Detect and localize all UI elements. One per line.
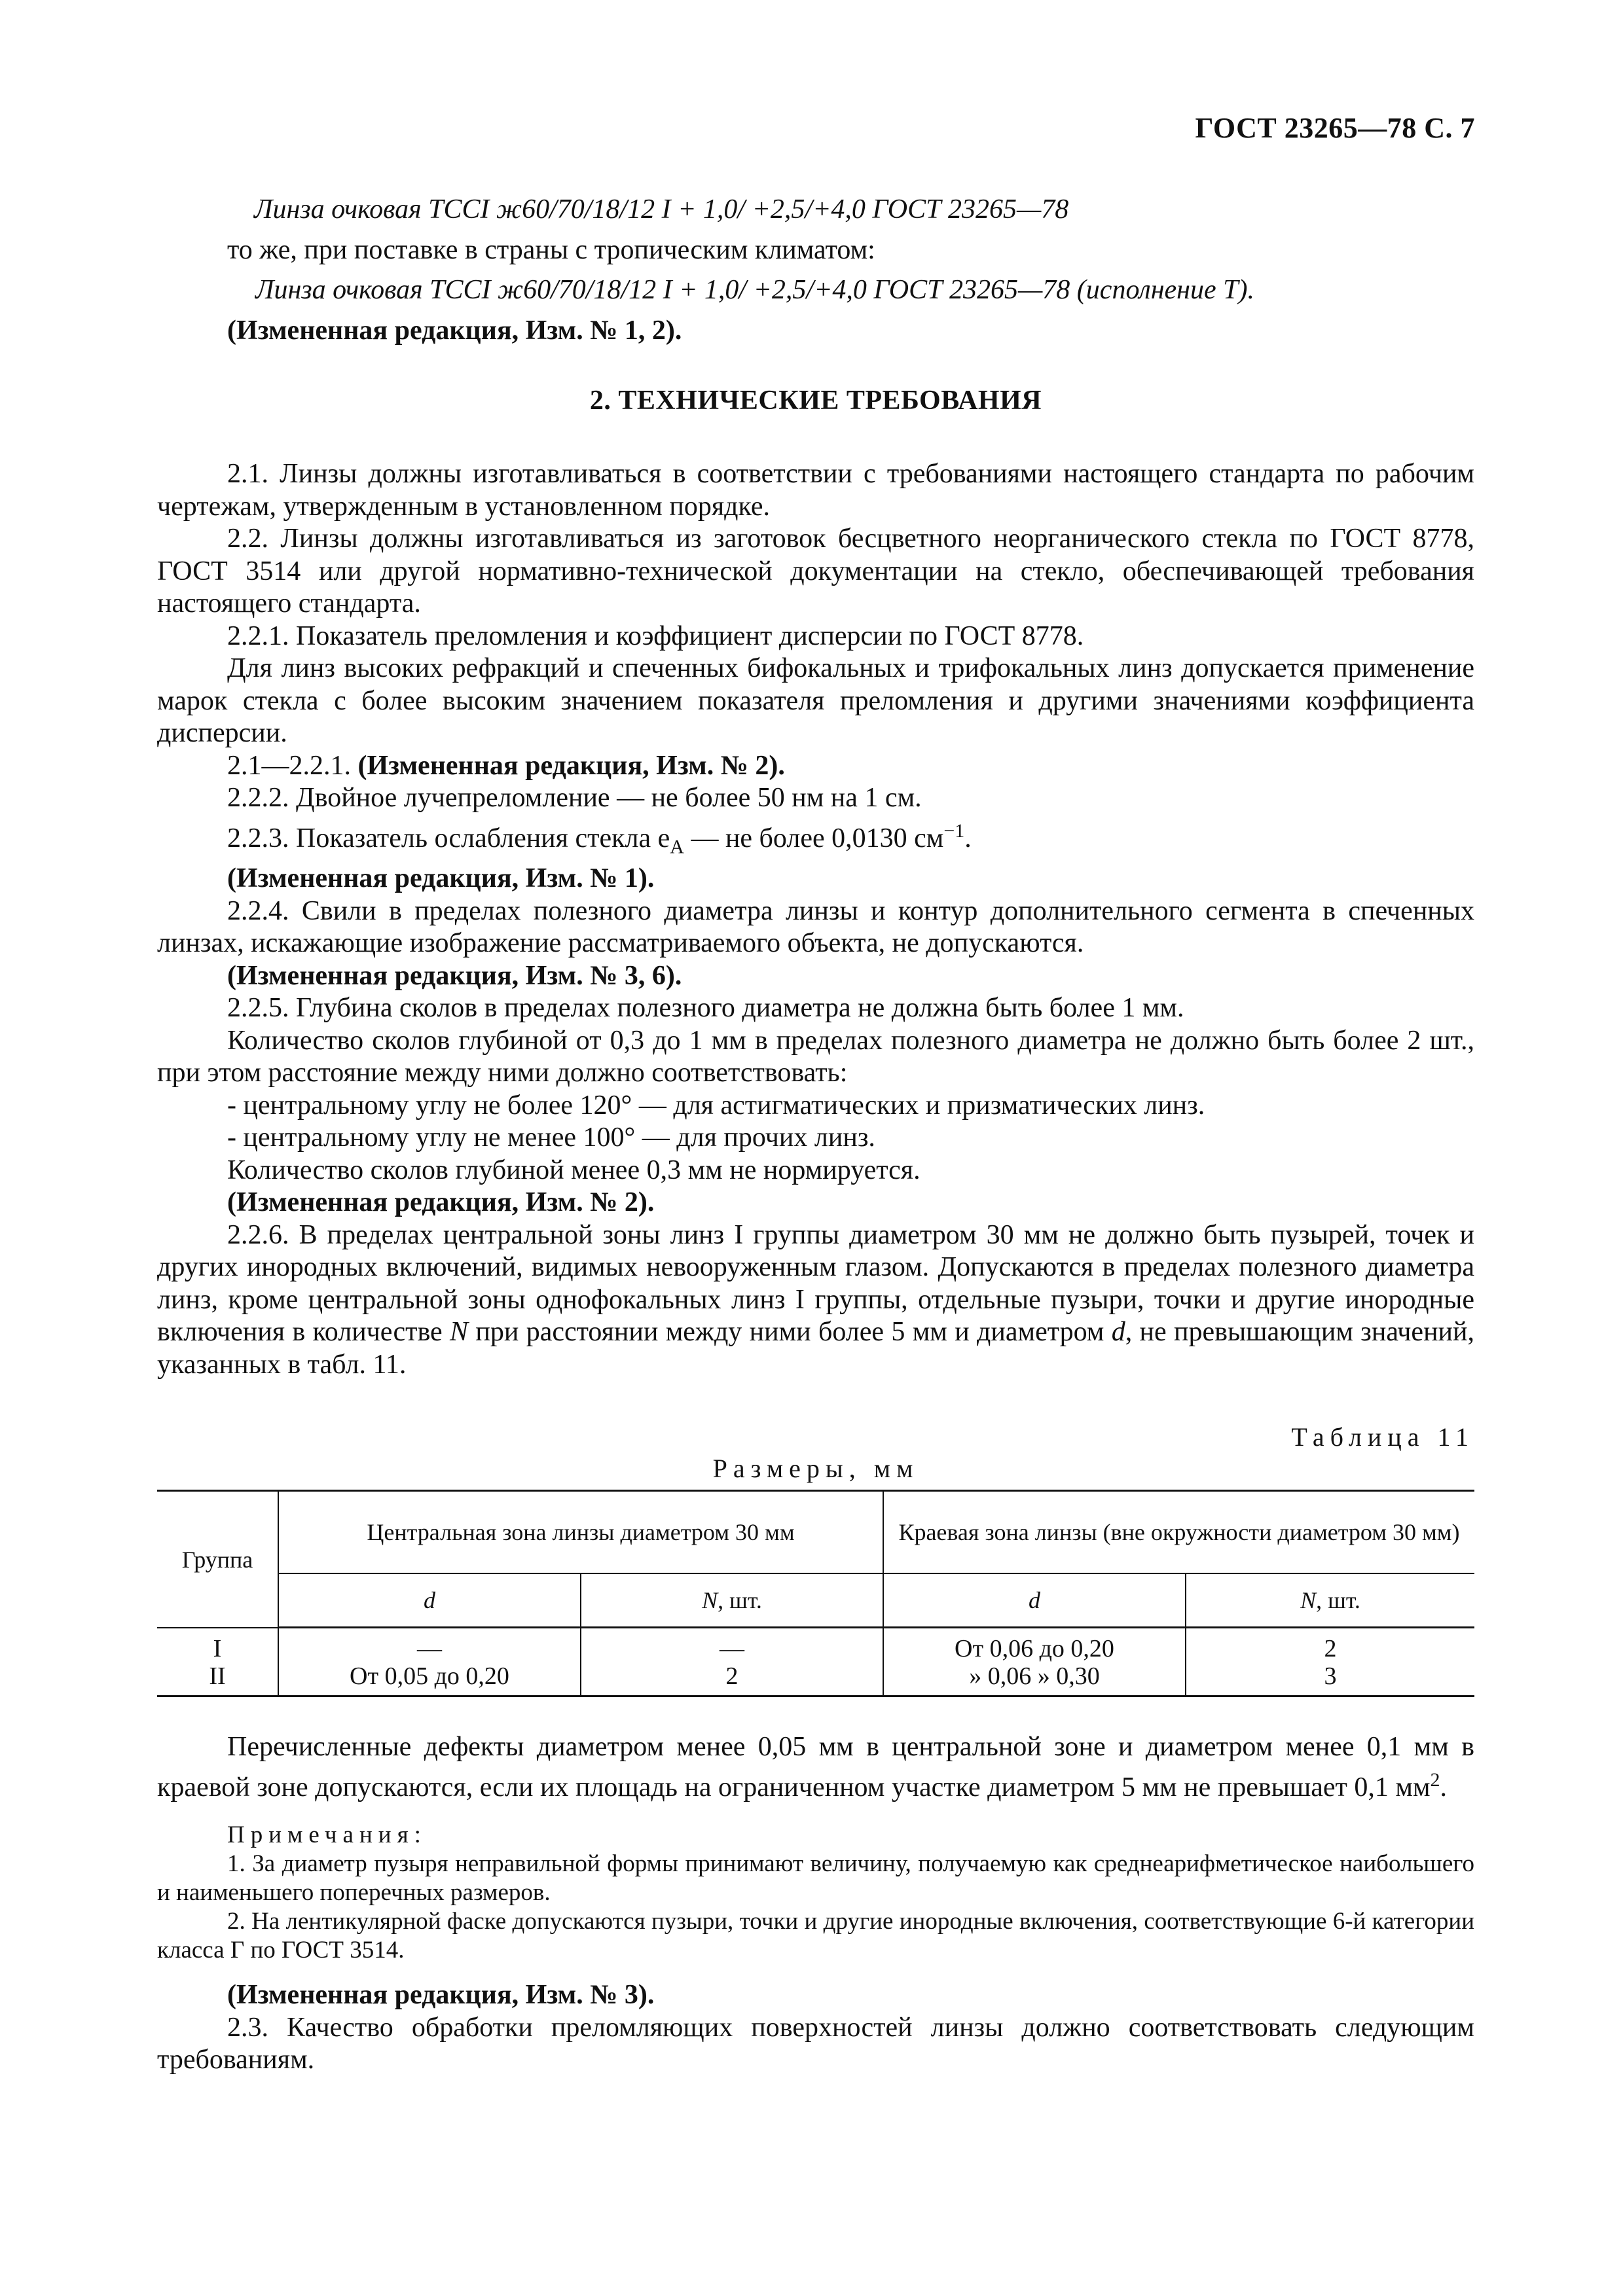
- range-label: 2.1—2.2.1.: [227, 750, 351, 781]
- text-run: .: [964, 823, 972, 853]
- subscript: А: [670, 835, 684, 857]
- cell-group: II: [157, 1662, 278, 1696]
- var-d: d: [424, 1587, 435, 1614]
- cell-central-n: 2: [581, 1662, 883, 1696]
- paragraph-2-2-5-text: Количество сколов глубиной от 0,3 до 1 мм в пределах полезного диаметра не должно быть более 2 шт., при этом расстояние между ними должно соответствовать:: [157, 1025, 1474, 1088]
- paragraph-2-2-2: 2.2.2. Двойное лучепреломление — не более 50 нм на 1 см.: [227, 783, 922, 813]
- example-designation-1: Линза очковая ТССI ж60/70/18/12 I + 1,0/ +2,5/+4,0 ГОСТ 23265—78: [254, 194, 1069, 224]
- unit: , шт.: [1316, 1587, 1360, 1614]
- cell-central-d: —: [278, 1628, 581, 1663]
- text-run: Перечисленные дефекты диаметром менее 0,05 мм в центральной зоне и диаметром менее 0,1 мм в краевой зоне допускаются, если их площадь на ограниченном участке диаметром 5 мм не превышает 0,1 мм: [157, 1732, 1474, 1803]
- var-n: N: [450, 1317, 469, 1348]
- list-item: - центральному углу не менее 100° — для прочих линз.: [227, 1122, 875, 1153]
- cell-central-n: —: [581, 1628, 883, 1663]
- paragraph-2-2-1-text: Для линз высоких рефракций и спеченных бифокальных и трифокальных линз допускается применение марок стекла с более высоким значением показателя преломления и другими значениями коэффициента дисперсии.: [157, 653, 1474, 748]
- subheader-d: [883, 1573, 1186, 1628]
- column-header-edge: Краевая зона линзы (вне окружности диаметром 30 мм): [883, 1491, 1474, 1574]
- cell-edge-n: 2: [1186, 1628, 1474, 1663]
- var-n: N: [1300, 1587, 1317, 1614]
- subheader-d: [278, 1573, 581, 1628]
- table-units: Размеры, мм: [712, 1454, 919, 1484]
- unit: , шт.: [718, 1587, 762, 1614]
- table-caption: Таблица 11: [1291, 1422, 1474, 1452]
- notes-title: Примечания:: [227, 1821, 427, 1849]
- cell-edge-d: От 0,06 до 0,20: [883, 1628, 1186, 1663]
- table-row: [157, 1662, 1474, 1696]
- text-run: , не превышающим значений, указанных в табл. 11.: [157, 1317, 1474, 1380]
- text-run: .: [1440, 1772, 1448, 1803]
- subheader-n: [1186, 1573, 1474, 1628]
- note-2: 2. На лентикулярной фаске допускаются пузыри, точки и другие инородные включения, соответствующие 6-й категории класса Г по ГОСТ 3514.: [157, 1908, 1474, 1964]
- var-d: d: [1111, 1317, 1125, 1348]
- paragraph-2-2: 2.2. Линзы должны изготавливаться из заготовок бесцветного неорганического стекла по ГОСТ 8778, ГОСТ 3514 или другой нормативно-технической документации на стекло, обеспечивающей требования настоящего стандарта.: [157, 524, 1474, 619]
- page-header: ГОСТ 23265—78 С. 7: [1195, 112, 1475, 144]
- column-header-group: Группа: [157, 1491, 278, 1628]
- var-d: d: [1029, 1587, 1040, 1614]
- column-header-central: Центральная зона линзы диаметром 30 мм: [278, 1491, 883, 1574]
- note-1: 1. За диаметр пузыря неправильной формы принимают величину, получаемую как среднеарифметическое наибольшего и наименьшего поперечных размеров.: [157, 1850, 1474, 1907]
- cell-group: I: [157, 1628, 278, 1663]
- var-n: N: [702, 1587, 718, 1614]
- subheader-n: [581, 1573, 883, 1628]
- paragraph-2-3: 2.3. Качество обработки преломляющих поверхностей линзы должно соответствовать следующим требованиям.: [157, 2012, 1474, 2075]
- paragraph-defects: [157, 1731, 1474, 1804]
- edit-note: (Измененная редакция, Изм. № 1, 2).: [227, 315, 682, 346]
- text-run: 2.2.6. В пределах центральной зоны линз I группы диаметром 30 мм не должно быть пузырей, точек и других инородных включений, видимых невооруженным глазом. Допускаются в пределах полезного диаметра линз, кроме центральной зоны однофокальных линз I группы, отдельные пузыри, точки и другие инородные включения в количестве: [157, 1219, 1474, 1348]
- text-run: при расстоянии между ними более 5 мм и диаметром: [468, 1317, 1112, 1348]
- paragraph-2-2-6: [157, 1219, 1474, 1382]
- edit-note: (Измененная редакция, Изм. № 1).: [227, 863, 655, 894]
- edit-note: (Измененная редакция, Изм. № 3, 6).: [227, 960, 682, 991]
- page-content: [157, 194, 1474, 2077]
- section-title: 2. ТЕХНИЧЕСКИЕ ТРЕБОВАНИЯ: [589, 386, 1042, 416]
- example-designation-2: Линза очковая ТССI ж60/70/18/12 I + 1,0/ +2,5/+4,0 ГОСТ 23265—78 (исполнение Т).: [255, 275, 1255, 305]
- edit-note: (Измененная редакция, Изм. № 2).: [227, 1187, 655, 1218]
- text-run: 2.2.3. Показатель ослабления стекла е: [227, 823, 670, 853]
- list-item: - центральному углу не более 120° — для астигматических и призматических линз.: [227, 1090, 1205, 1121]
- paragraph-2-2-5: 2.2.5. Глубина сколов в пределах полезного диаметра не должна быть более 1 мм.: [227, 993, 1184, 1024]
- paragraph-2-2-5-end: Количество сколов глубиной менее 0,3 мм не нормируется.: [227, 1155, 921, 1185]
- cell-edge-n: 3: [1186, 1662, 1474, 1696]
- edit-note: (Измененная редакция, Изм. № 2).: [357, 750, 785, 781]
- edit-note: (Измененная редакция, Изм. № 3).: [227, 1980, 655, 2011]
- table-row: [157, 1628, 1474, 1663]
- text-run: — не более 0,0130 см: [684, 823, 944, 853]
- paragraph-2-2-4: 2.2.4. Свили в пределах полезного диаметра линзы и контур дополнительного сегмента в спеченных линзах, искажающие изображение рассматриваемого объекта, не допускаются.: [157, 895, 1474, 959]
- paragraph-2-2-1: 2.2.1. Показатель преломления и коэффициент дисперсии по ГОСТ 8778.: [227, 620, 1084, 651]
- superscript: 2: [1430, 1768, 1440, 1791]
- paragraph-2-1: 2.1. Линзы должны изготавливаться в соответствии с требованиями настоящего стандарта по рабочим чертежам, утвержденным в установленном порядке.: [157, 459, 1474, 522]
- edit-note-range: [157, 750, 1474, 783]
- cell-central-d: От 0,05 до 0,20: [278, 1662, 581, 1696]
- cell-edge-d: » 0,06 » 0,30: [883, 1662, 1186, 1696]
- defects-table: [157, 1490, 1474, 1697]
- superscript: −1: [943, 819, 965, 842]
- example-note: то же, при поставке в страны с тропическим климатом:: [227, 234, 875, 265]
- paragraph-2-2-3: [157, 815, 1474, 863]
